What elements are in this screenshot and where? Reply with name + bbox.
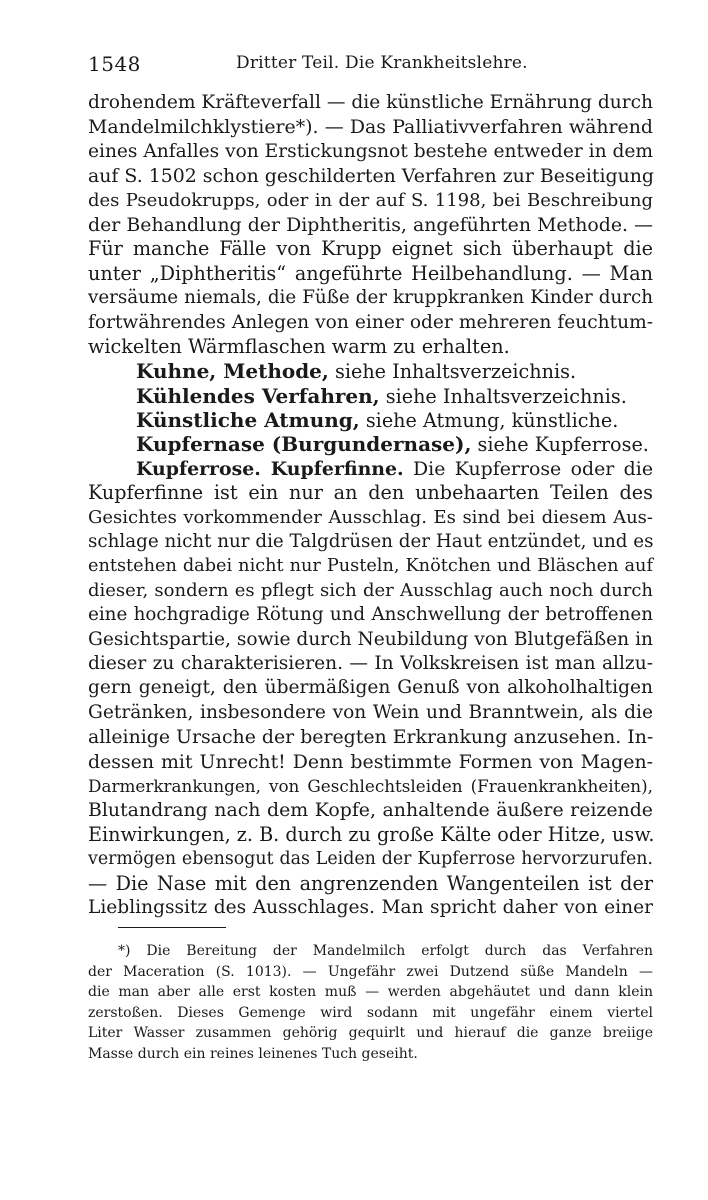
text-line: des Pseudokrupps, oder in der auf S. 1198, bei Beschreibung: [88, 189, 653, 211]
entry-kuenstliche-atmung: [88, 408, 653, 432]
text-line: der Behandlung der Diphtheritis, angeführten Methode. —: [88, 213, 653, 236]
entry-reference: siehe Inhaltsverzeichnis.: [379, 384, 627, 408]
text-line: Blutandrang nach dem Kopfe, anhaltende äußere reizende: [88, 799, 653, 822]
text-line: entstehen dabei nicht nur Pusteln, Knötchen und Bläschen auf: [88, 556, 653, 577]
text-line: wickelten Wärmflaschen warm zu erhalten.: [88, 334, 510, 358]
text-line: eines Anfalles von Erstickungsnot bestehe entweder in dem: [88, 140, 653, 162]
entry-reference: siehe Inhaltsverzeichnis.: [328, 360, 577, 384]
entry-headword: Kupfernase (Burgundernase),: [136, 432, 472, 457]
main-text: [88, 91, 653, 920]
text-line: vermögen ebensogut das Leiden der Kupferrose hervorzurufen.: [88, 849, 653, 870]
text-line: Einwirkungen, z. B. durch zu große Kälte oder Hitze, usw.: [88, 822, 655, 846]
entry-kupferrose: [88, 457, 653, 481]
footnote-line: die man aber alle erst kosten muß — werden abgehäutet und dann klein: [88, 984, 653, 1000]
entry-kuehlendes-verfahren: [88, 384, 653, 408]
footnote-line: Masse durch ein reines leinenes Tuch geseiht.: [88, 1045, 418, 1062]
text-line: Für manche Fälle von Krupp eignet sich überhaupt die: [88, 237, 653, 261]
text-line: eine hochgradige Rötung und Anschwellung der betroffenen: [88, 604, 653, 626]
text-line: drohendem Kräfteverfall — die künstliche Ernährung durch: [88, 92, 653, 113]
footnote-line: *) Die Bereitung der Mandelmilch erfolgt durch das Verfahren: [118, 943, 653, 959]
text-line: — Die Nase mit den angrenzenden Wangenteilen ist der: [88, 871, 653, 895]
text-line: Darmerkrankungen, von Geschlechtsleiden (Frauenkrankheiten),: [88, 775, 653, 796]
page-header: [88, 52, 653, 82]
entry-reference: siehe Atmung, künstliche.: [359, 409, 619, 433]
text-line: dieser, sondern es pflegt sich der Ausschlag auch noch durch: [88, 579, 653, 601]
entry-reference: siehe Kupferrose.: [471, 433, 649, 457]
text-line: Mandelmilchklystiere*). — Das Palliativverfahren während: [88, 116, 653, 139]
footnote-line: zerstoßen. Dieses Gemenge wird sodann mit ungefähr einem viertel: [88, 1004, 653, 1021]
entry-headword: Künstliche Atmung,: [136, 408, 360, 433]
text-line: auf S. 1502 schon geschilderten Verfahren zur Beseitigung: [88, 165, 655, 188]
entry-headword: Kupferrose. Kupferfinne.: [136, 457, 404, 480]
footnote-divider: [118, 927, 226, 928]
text-line: Getränken, insbesondere von Wein und Branntwein, als die: [88, 701, 653, 723]
footnote-line: der Maceration (S. 1013). — Ungefähr zwei Dutzend süße Mandeln —: [88, 963, 653, 980]
text-line: dessen mit Unrecht! Denn bestimmte Formen von Magen-: [88, 750, 653, 773]
entry-kupfernase: [88, 432, 653, 456]
text-line: Kupferfinne ist ein nur an den unbehaarten Teilen des: [88, 481, 653, 505]
text-line: versäume niemals, die Füße der kruppkranken Kinder durch: [88, 287, 653, 309]
text-line: Gesichtspartie, sowie durch Neubildung von Blutgefäßen in: [88, 628, 653, 650]
text-line: Gesichtes vorkommender Ausschlag. Es sind bei diesem Aus-: [88, 506, 653, 528]
footnote-line: Liter Wasser zusammen gehörig gequirlt und hierauf die ganze breiige: [88, 1025, 653, 1041]
footnote: [88, 941, 653, 1064]
entry-kuhne-methode: [88, 359, 653, 383]
text-line: schlage nicht nur die Talgdrüsen der Haut entzündet, und es: [88, 531, 654, 553]
entry-text-start: Die Kupferrose oder die: [403, 457, 654, 480]
entry-headword: Kühlendes Verfahren,: [136, 383, 380, 408]
text-line: alleinige Ursache der beregten Erkrankung anzusehen. In-: [88, 726, 654, 749]
text-line: fortwährendes Anlegen von einer oder mehreren feuchtum-: [88, 311, 653, 333]
page-number: 1548: [88, 52, 141, 76]
running-head: Dritter Teil. Die Krankheitslehre.: [236, 53, 528, 73]
entry-headword: Kuhne, Methode,: [136, 359, 329, 384]
text-line: Lieblingssitz des Ausschlages. Man spricht daher von einer: [88, 896, 653, 918]
text-line: dieser zu charakterisieren. — In Volkskreisen ist man allzu-: [88, 652, 653, 674]
text-line: unter „Diphtheritis“ angeführte Heilbehandlung. — Man: [88, 261, 653, 285]
text-line: gern geneigt, den übermäßigen Genuß von alkoholhaltigen: [88, 677, 653, 699]
